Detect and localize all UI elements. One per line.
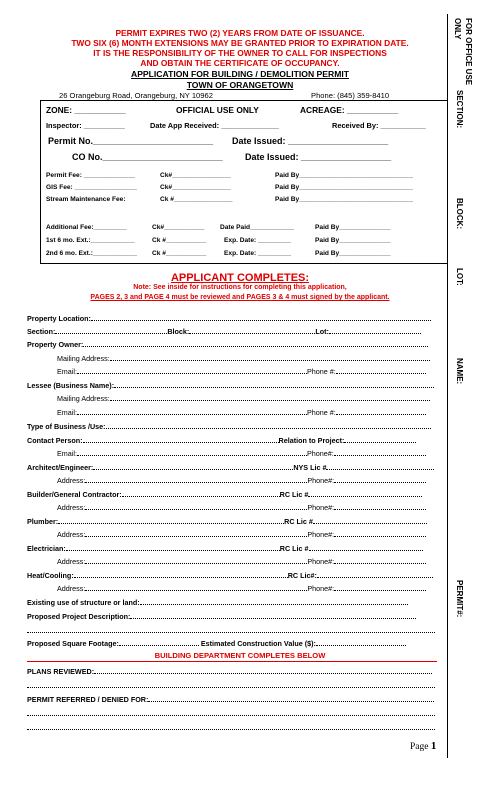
second-ext-paid-by[interactable]: Paid By______________	[315, 250, 391, 257]
first-ext-paid-by[interactable]: Paid By______________	[315, 237, 391, 244]
rc-lic-label: RC Lic #	[284, 517, 313, 526]
applicant-heading: APPLICANT COMPLETES:	[170, 272, 310, 284]
type-of-business-field[interactable]	[27, 421, 437, 431]
contact-person-label: Contact Person:	[27, 436, 83, 445]
construction-value-label: Estimated Construction Value ($):	[200, 639, 316, 648]
first-ext-exp[interactable]: Exp. Date: _________	[224, 237, 292, 244]
heat-cooling-field[interactable]	[27, 570, 437, 580]
town-address: 26 Orangeburg Road, Orangeburg, NY 10962	[59, 91, 213, 100]
block-label: Block:	[167, 327, 190, 336]
architect-field[interactable]	[27, 462, 437, 472]
property-owner-field[interactable]	[27, 339, 437, 349]
rc-lic-label: RC Lic #	[279, 490, 309, 499]
zone-field[interactable]: ZONE: ___________	[46, 105, 126, 115]
page-number	[410, 740, 436, 752]
contact-person-field[interactable]	[27, 435, 437, 445]
property-location-label: Property Location:	[27, 314, 91, 323]
permit-referred-line-1[interactable]	[27, 708, 437, 718]
architect-address-field[interactable]	[57, 475, 437, 485]
phone-label: Phone#:	[307, 584, 335, 593]
permit-no-field[interactable]: Permit No.________________________	[48, 136, 214, 146]
sidebar-name: NAME:	[455, 358, 464, 385]
notice-line: IT IS THE RESPONSIBILITY OF THE OWNER TO CALL FOR INSPECTIONS	[93, 48, 387, 58]
existing-use-field[interactable]	[27, 597, 437, 607]
address-label: Address:	[57, 584, 86, 593]
property-location-field[interactable]	[27, 313, 437, 323]
mailing-address-label: Mailing Address:	[57, 354, 110, 363]
email-label: Email:	[57, 449, 77, 458]
builder-address-field[interactable]	[57, 502, 437, 512]
plans-reviewed-label: PLANS REVIEWED:	[27, 667, 95, 676]
mailing-address-label: Mailing Address:	[57, 394, 110, 403]
additional-fee-paid-by[interactable]: Paid By______________	[315, 224, 391, 231]
lessee-email-field[interactable]	[57, 407, 437, 417]
official-use-label: OFFICIAL USE ONLY	[176, 105, 259, 115]
notice-line: AND OBTAIN THE CERTIFICATE OF OCCUPANCY.	[140, 58, 340, 68]
property-owner-label: Property Owner:	[27, 340, 84, 349]
contact-email-field[interactable]	[57, 448, 437, 458]
gis-fee-ck[interactable]: Ck#________________	[160, 184, 231, 191]
additional-fee-field[interactable]: Additional Fee:_________	[46, 224, 127, 231]
second-ext-exp[interactable]: Exp. Date: _________	[224, 250, 292, 257]
co-date-issued-field[interactable]: Date Issued: __________________	[245, 152, 392, 162]
builder-label: Builder/General Contractor:	[27, 490, 122, 499]
permit-fee-ck[interactable]: Ck#________________	[160, 172, 231, 179]
electrician-label: Electrician:	[27, 544, 66, 553]
phone-label: Phone#:	[307, 503, 335, 512]
phone-label: Phone#:	[306, 449, 334, 458]
type-of-business-label: Type of Business /Use:	[27, 422, 106, 431]
builder-field[interactable]	[27, 489, 437, 499]
electrician-address-field[interactable]	[57, 556, 437, 566]
gis-fee-field[interactable]: GIS Fee: _________________	[46, 184, 137, 191]
plumber-address-field[interactable]	[57, 529, 437, 539]
phone-label: Phone #:	[306, 408, 336, 417]
plumber-label: Plumber:	[27, 517, 59, 526]
email-label: Email:	[57, 408, 77, 417]
proposed-description-line[interactable]	[27, 625, 437, 635]
rc-lic-label: RC Lic #	[279, 544, 309, 553]
lessee-field[interactable]	[27, 380, 437, 390]
sidebar-lot: LOT:	[455, 268, 464, 286]
inspector-field[interactable]: Inspector: __________	[46, 121, 125, 130]
sidebar-permit: PERMIT#:	[455, 580, 464, 618]
plans-reviewed-line[interactable]	[27, 680, 437, 690]
second-ext-field[interactable]: 2nd 6 mo. Ext.:____________	[46, 250, 137, 257]
additional-fee-date[interactable]: Date Paid____________	[220, 224, 295, 231]
permit-referred-line-2[interactable]	[27, 722, 437, 732]
phone-label: Phone#:	[307, 557, 335, 566]
sidebar-divider	[447, 14, 448, 758]
section-block-lot-field[interactable]	[27, 326, 437, 336]
permit-fee-paid-by[interactable]: Paid By_______________________________	[275, 172, 413, 179]
applicant-pages-note: PAGES 2, 3 and PAGE 4 must be reviewed and PAGES 3 & 4 must signed by the applicant.	[90, 294, 390, 301]
square-footage-label: Proposed Square Footage:	[27, 639, 119, 648]
section-label: Section:	[27, 327, 56, 336]
page-label: Page	[410, 742, 429, 752]
applicant-note: Note: See inside for instructions for completing this application,	[133, 284, 347, 291]
additional-fee-ck[interactable]: Ck#___________	[152, 224, 205, 231]
town-name: TOWN OF ORANGETOWN	[186, 80, 294, 90]
notice-line: TWO SIX (6) MONTH EXTENSIONS MAY BE GRANTED PRIOR TO EXPIRATION DATE.	[71, 38, 409, 48]
nys-lic-label: NYS Lic #	[293, 463, 327, 472]
email-label: Email:	[57, 367, 77, 376]
plumber-field[interactable]	[27, 516, 437, 526]
dept-heading: BUILDING DEPARTMENT COMPLETES BELOW	[154, 651, 326, 660]
owner-email-field[interactable]	[57, 366, 437, 376]
first-ext-field[interactable]: 1st 6 mo. Ext.:____________	[46, 237, 135, 244]
architect-label: Architect/Engineer:	[27, 463, 94, 472]
stream-fee-paid-by[interactable]: Paid By_______________________________	[275, 196, 413, 203]
lessee-label: Lessee (Business Name):	[27, 381, 115, 390]
co-no-field[interactable]: CO No.________________________	[72, 152, 223, 162]
expiration-notice	[40, 28, 440, 68]
received-by-field[interactable]: Received By: ___________	[332, 121, 426, 130]
first-ext-ck[interactable]: Ck #___________	[152, 237, 207, 244]
square-footage-field[interactable]	[27, 638, 437, 648]
form-title: APPLICATION FOR BUILDING / DEMOLITION PERMIT	[130, 69, 350, 79]
lessee-mailing-address-field[interactable]	[57, 393, 437, 403]
town-phone: Phone: (845) 359-8410	[311, 91, 390, 100]
proposed-description-field[interactable]	[27, 611, 437, 621]
stream-fee-ck[interactable]: Ck #________________	[160, 196, 233, 203]
electrician-field[interactable]	[27, 543, 437, 553]
heat-cooling-address-field[interactable]	[57, 583, 437, 593]
phone-label: Phone #:	[306, 367, 336, 376]
stream-fee-field[interactable]: Stream Maintenance Fee:	[46, 196, 126, 203]
permit-fee-field[interactable]: Permit Fee: ______________	[46, 172, 136, 179]
address-label: Address:	[57, 557, 86, 566]
address-label: Address:	[57, 530, 86, 539]
address-label: Address:	[57, 476, 86, 485]
permit-date-issued-field[interactable]: Date Issued: ____________________	[232, 136, 389, 146]
proposed-description-label: Proposed Project Description:	[27, 612, 131, 621]
rc-lic-label: RC Lic#:	[287, 571, 317, 580]
owner-mailing-address-field[interactable]	[57, 353, 437, 363]
permit-referred-field[interactable]	[27, 694, 437, 704]
date-app-received-field[interactable]: Date App Received: ______________	[150, 121, 279, 130]
sidebar-section: SECTION:	[455, 90, 464, 129]
heat-cooling-label: Heat/Cooling:	[27, 571, 74, 580]
relation-label: Relation to Project:	[278, 436, 345, 445]
sidebar-office-use: FOR OFFICE USE ONLY	[453, 18, 473, 86]
address-label: Address:	[57, 503, 86, 512]
page-num: 1	[430, 740, 437, 752]
dept-divider	[27, 661, 437, 662]
second-ext-ck[interactable]: Ck #___________	[152, 250, 207, 257]
permit-referred-label: PERMIT REFERRED / DENIED FOR:	[27, 695, 149, 704]
plans-reviewed-field[interactable]	[27, 666, 437, 676]
phone-label: Phone#:	[307, 530, 335, 539]
phone-label: Phone#:	[307, 476, 335, 485]
notice-line: PERMIT EXPIRES TWO (2) YEARS FROM DATE OF ISSUANCE.	[115, 28, 365, 38]
existing-use-label: Existing use of structure or land:	[27, 598, 140, 607]
sidebar-block: BLOCK:	[455, 198, 464, 230]
gis-fee-paid-by[interactable]: Paid By_______________________________	[275, 184, 413, 191]
acreage-field[interactable]: ACREAGE: ___________	[300, 105, 399, 115]
lot-label: Lot:	[315, 327, 329, 336]
